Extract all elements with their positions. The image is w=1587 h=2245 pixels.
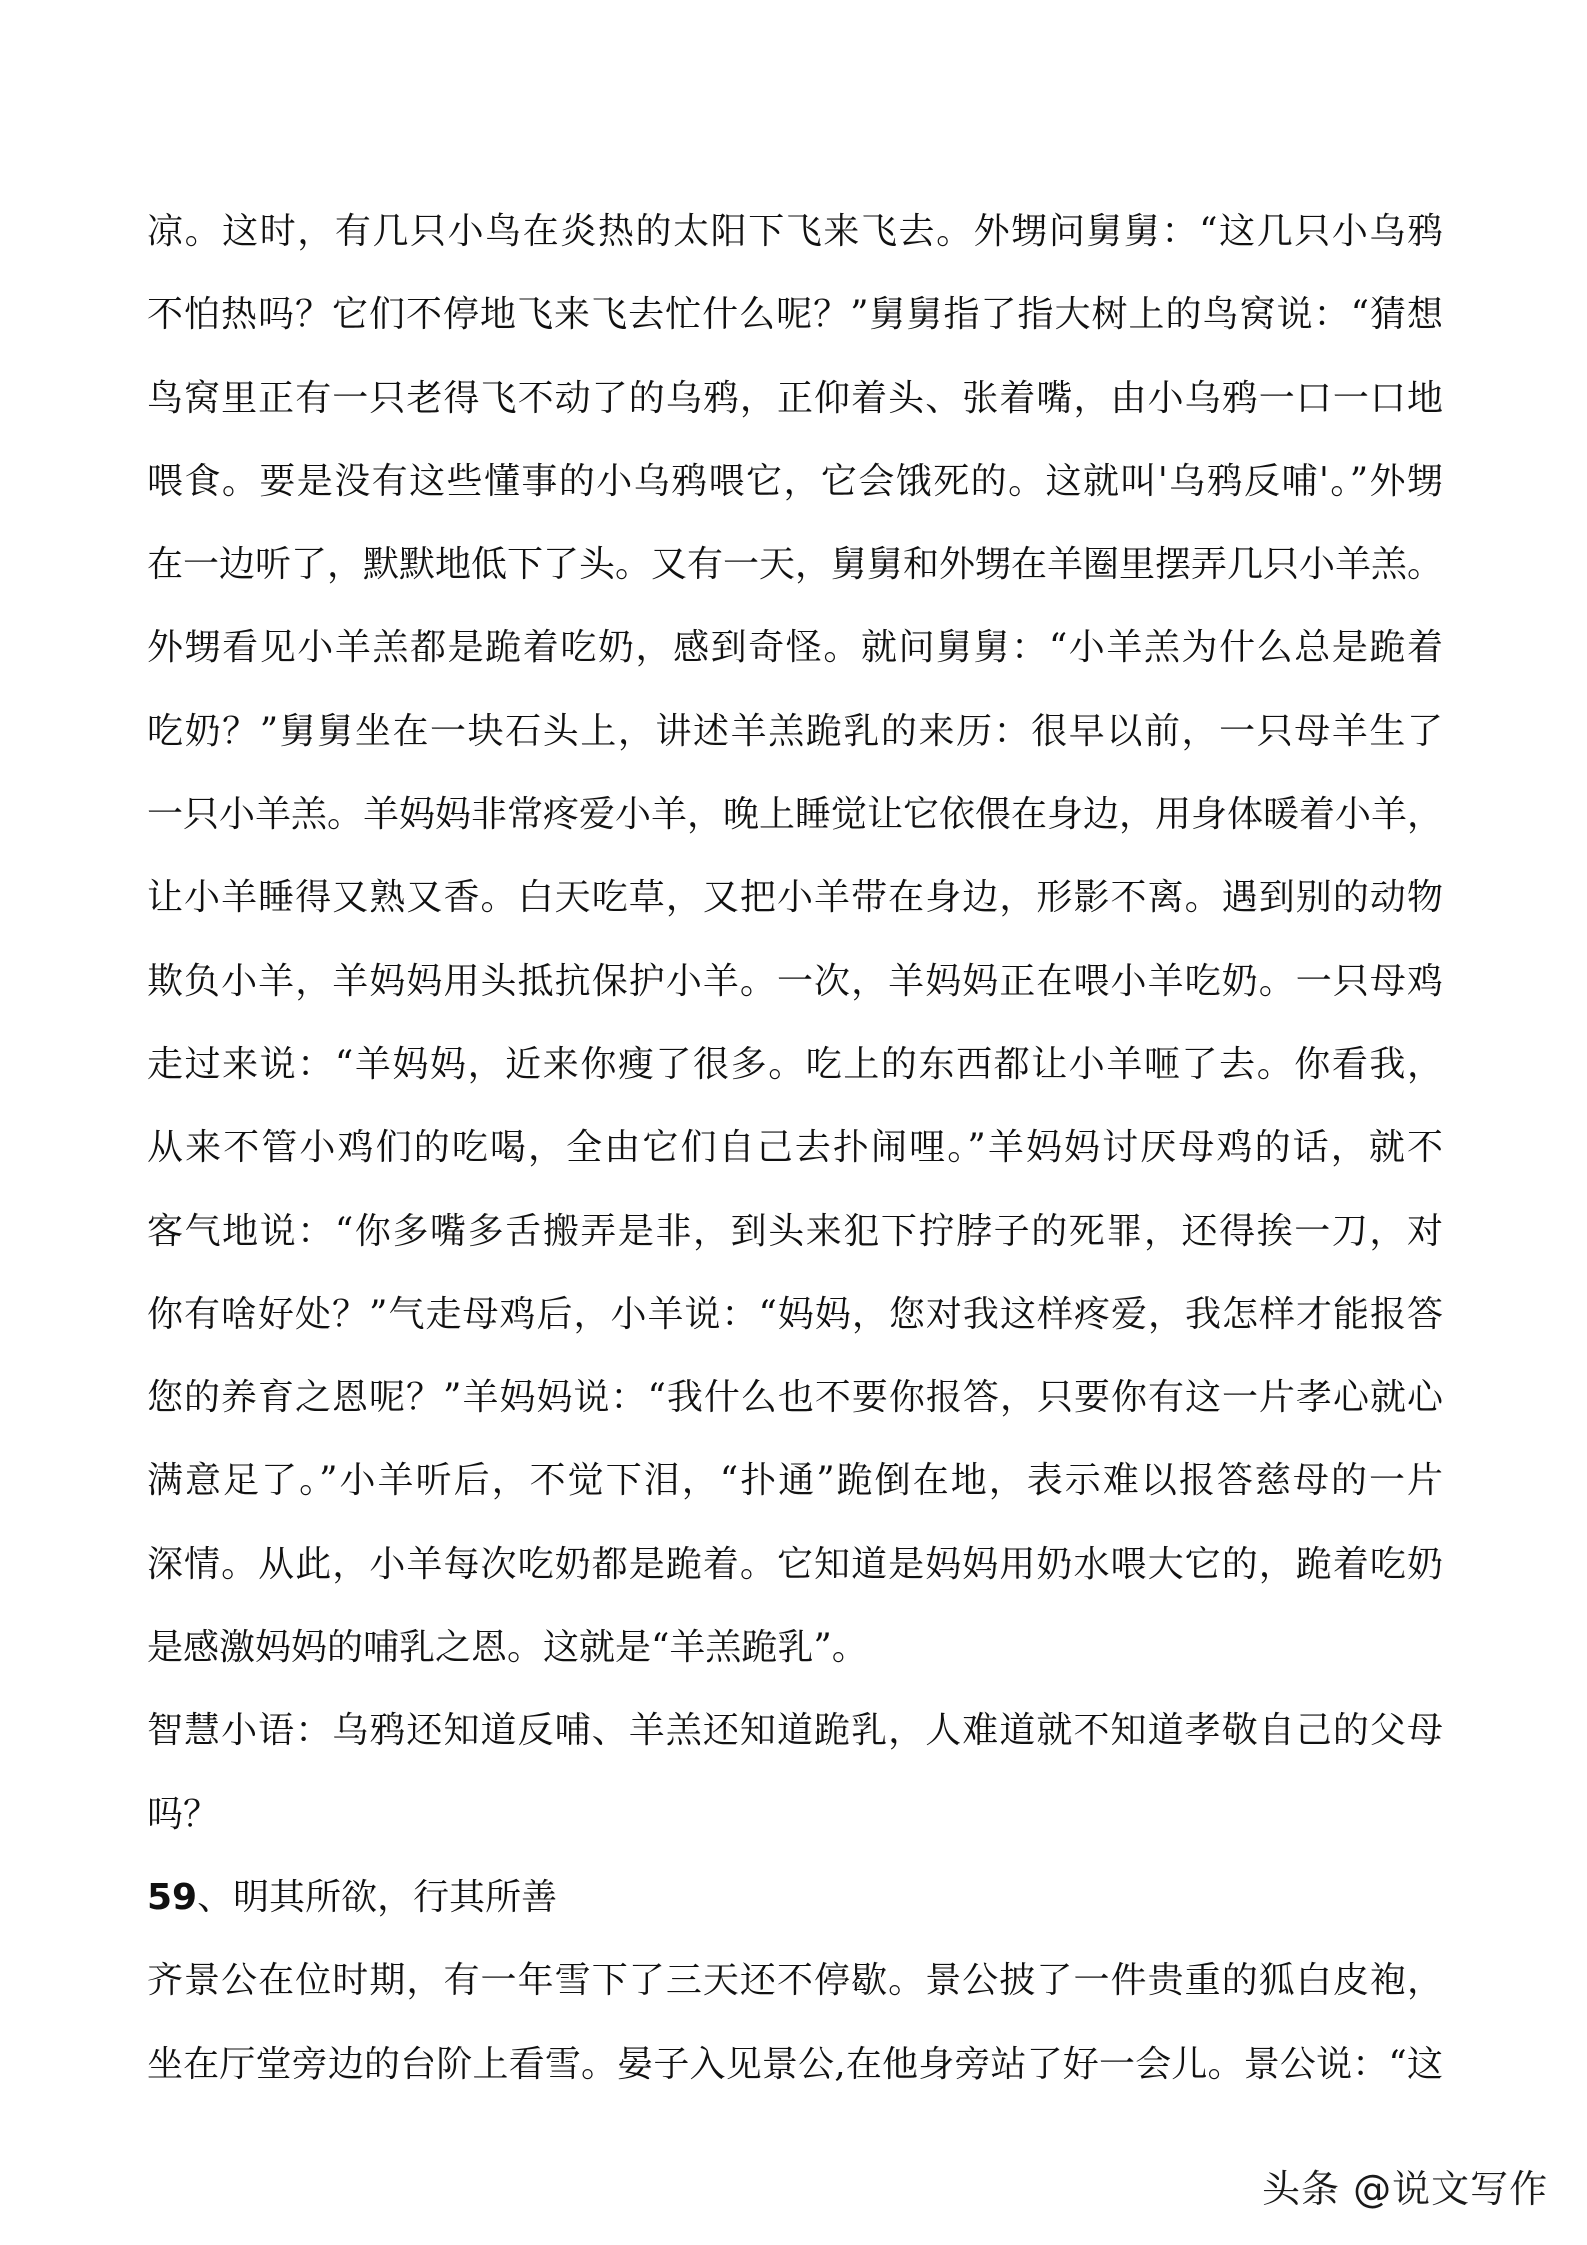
section-paragraph — [147, 1939, 1443, 2106]
text-line: 欺负小羊，羊妈妈用头抵抗保护小羊。一次，羊妈妈正在喂小羊吃奶。一只母鸡 — [147, 960, 1443, 1002]
text-line: 满意足了。”小羊听后，不觉下泪，“扑通”跪倒在地，表示难以报答慈母的一片 — [147, 1460, 1443, 1502]
wisdom-note — [147, 1689, 1443, 1856]
text-line: 喂食。要是没有这些懂事的小乌鸦喂它，它会饿死的。这就叫'乌鸦反哺'。”外甥 — [147, 460, 1443, 502]
text-line: 走过来说：“羊妈妈，近来你瘦了很多。吃上的东西都让小羊咂了去。你看我， — [147, 1043, 1443, 1085]
text-line: 坐在厅堂旁边的台阶上看雪。晏子入见景公,在他身旁站了好一会儿。景公说：“这 — [147, 2043, 1443, 2085]
text-line: 吃奶？”舅舅坐在一块石头上，讲述羊羔跪乳的来历：很早以前，一只母羊生了 — [147, 710, 1443, 752]
text-line: 是感激妈妈的哺乳之恩。这就是“羊羔跪乳”。 — [147, 1627, 868, 1669]
text-line: 凉。这时，有几只小鸟在炎热的太阳下飞来飞去。外甥问舅舅：“这几只小乌鸦 — [147, 211, 1443, 252]
text-line: 在一边听了，默默地低下了头。又有一天，舅舅和外甥在羊圈里摆弄几只小羊羔。 — [147, 544, 1444, 586]
section-title: 、明其所欲，行其所善 — [197, 1876, 558, 1918]
section-heading — [147, 1856, 1443, 1939]
wisdom-note-line: 智慧小语：乌鸦还知道反哺、羊羔还知道跪乳，人难道就不知道孝敬自己的父母 — [147, 1710, 1443, 1752]
watermark: 头条 @说文写作 — [1262, 2167, 1549, 2211]
text-line: 一只小羊羔。羊妈妈非常疼爱小羊，晚上睡觉让它依偎在身边，用身体暖着小羊， — [147, 794, 1444, 836]
story-paragraph — [147, 190, 1443, 1689]
text-line: 从来不管小鸡们的吃喝，全由它们自己去扑闹哩。”羊妈妈讨厌母鸡的话，就不 — [147, 1127, 1443, 1169]
text-line: 你有啥好处？”气走母鸡后，小羊说：“妈妈，您对我这样疼爱，我怎样才能报答 — [147, 1293, 1443, 1335]
wisdom-note-line: 吗？ — [147, 1793, 220, 1835]
text-line: 齐景公在位时期，有一年雪下了三天还不停歇。景公披了一件贵重的狐白皮袍， — [147, 1960, 1443, 2002]
text-line: 您的养育之恩呢？”羊妈妈说：“我什么也不要你报答，只要你有这一片孝心就心 — [147, 1377, 1443, 1419]
text-line: 客气地说：“你多嘴多舌搬弄是非，到头来犯下拧脖子的死罪，还得挨一刀，对 — [147, 1210, 1443, 1252]
text-line: 深情。从此，小羊每次吃奶都是跪着。它知道是妈妈用奶水喂大它的，跪着吃奶 — [147, 1543, 1443, 1585]
body-text — [147, 190, 1443, 2106]
section-number: 59 — [147, 1876, 198, 1918]
text-line: 不怕热吗？它们不停地飞来飞去忙什么呢？”舅舅指了指大树上的鸟窝说：“猜想 — [147, 294, 1443, 336]
text-line: 外甥看见小羊羔都是跪着吃奶，感到奇怪。就问舅舅：“小羊羔为什么总是跪着 — [147, 627, 1443, 669]
text-line: 让小羊睡得又熟又香。白天吃草，又把小羊带在身边，形影不离。遇到别的动物 — [147, 877, 1443, 919]
text-line: 鸟窝里正有一只老得飞不动了的乌鸦，正仰着头、张着嘴，由小乌鸦一口一口地 — [147, 377, 1443, 419]
